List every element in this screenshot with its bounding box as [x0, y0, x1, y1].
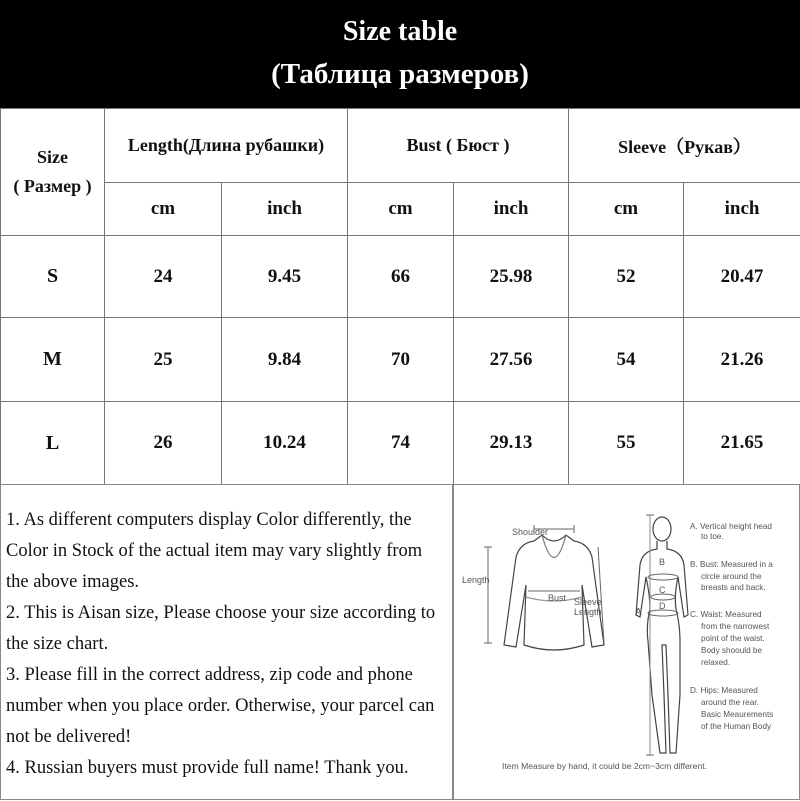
- sleeve-length-label: Length: [574, 607, 602, 617]
- sleeve-label: Sleeve: [574, 597, 602, 607]
- legend-line: of the Human Body: [701, 722, 772, 731]
- table-cell: 74: [348, 402, 454, 485]
- legend-line: C. Waist: Measured: [690, 610, 762, 619]
- body-illustration: [636, 517, 688, 753]
- note-item: 2. This is Aisan size, Please choose your size according to the size chart.: [6, 598, 446, 660]
- body-letter-c: C: [659, 585, 666, 595]
- table-cell: 21.26: [684, 318, 800, 402]
- body-letter-d: D: [659, 601, 666, 611]
- size-label: L: [1, 402, 105, 485]
- legend-line: point of the waist.: [701, 634, 765, 643]
- table-cell: 10.24: [222, 402, 348, 485]
- body-letter-b: B: [659, 557, 665, 567]
- legend-line: Basic Meaurements: [701, 710, 773, 719]
- table-cell: 25: [105, 318, 222, 402]
- size-table: [0, 108, 800, 485]
- size-header-label: Size: [1, 147, 104, 168]
- length-label: Length: [462, 575, 490, 585]
- measurement-diagram: [453, 484, 800, 800]
- measure-footnote: Item Measure by hand, it could be 2cm~3cm different.: [502, 761, 707, 771]
- body-letter-a: A: [635, 607, 642, 618]
- size-header-label-ru: ( Размер ): [1, 176, 104, 197]
- legend-line: B. Bust: Measured in a: [690, 560, 773, 569]
- legend-c: [690, 610, 770, 667]
- diagram-svg: [454, 485, 800, 801]
- table-cell: 27.56: [454, 318, 569, 402]
- bust-label: Bust: [548, 593, 567, 603]
- shoulder-label: Shoulder: [512, 527, 548, 537]
- size-header-cell: [1, 109, 105, 236]
- table-cell: 25.98: [454, 236, 569, 318]
- table-cell: 26: [105, 402, 222, 485]
- unit-cell: cm: [348, 183, 454, 236]
- table-cell: 29.13: [454, 402, 569, 485]
- table-header-row: [1, 109, 800, 183]
- size-label: M: [1, 318, 105, 402]
- unit-cell: cm: [105, 183, 222, 236]
- notes-panel: [0, 484, 453, 800]
- unit-cell: inch: [222, 183, 348, 236]
- table-cell: 9.45: [222, 236, 348, 318]
- table-cell: 24: [105, 236, 222, 318]
- table-row: [1, 318, 800, 402]
- table-cell: 70: [348, 318, 454, 402]
- legend-line: Body shoould be: [701, 646, 762, 655]
- legend-line: relaxed.: [701, 658, 730, 667]
- table-cell: 52: [569, 236, 684, 318]
- legend-line: around the rear.: [701, 698, 759, 707]
- bust-header: Bust ( Бюст ): [348, 109, 569, 183]
- title-band: [0, 0, 800, 108]
- note-item: 4. Russian buyers must provide full name! Thank you.: [6, 753, 446, 784]
- legend-b: [690, 560, 773, 592]
- table-row: [1, 402, 800, 485]
- table-cell: 66: [348, 236, 454, 318]
- legend-d: [690, 686, 773, 731]
- page-subtitle: (Таблица размеров): [0, 58, 800, 91]
- table-cell: 20.47: [684, 236, 800, 318]
- legend-line: D. Hips: Measured: [690, 686, 758, 695]
- legend-line: breasts and back.: [701, 583, 766, 592]
- legend-line: to toe.: [701, 532, 724, 541]
- legend-line: A. Vertical height head: [690, 522, 772, 531]
- legend-a: [690, 522, 772, 541]
- size-label: S: [1, 236, 105, 318]
- page-title: Size table: [0, 16, 800, 48]
- legend-line: circle around the: [701, 572, 762, 581]
- table-row: [1, 236, 800, 318]
- table-cell: 55: [569, 402, 684, 485]
- note-item: 1. As different computers display Color differently, the Color in Stock of the actual item may vary slightly from the above images.: [6, 505, 446, 598]
- unit-cell: cm: [569, 183, 684, 236]
- unit-cell: inch: [684, 183, 800, 236]
- unit-row: [1, 183, 800, 236]
- sleeve-header: Sleeve（Рукав）: [569, 109, 800, 183]
- note-item: 3. Please fill in the correct address, zip code and phone number when you place order. Otherwise, your parcel can not be delivered!: [6, 660, 446, 753]
- table-cell: 54: [569, 318, 684, 402]
- table-cell: 21.65: [684, 402, 800, 485]
- table-cell: 9.84: [222, 318, 348, 402]
- notes-list: [6, 505, 446, 784]
- length-header: Length(Длина рубашки): [105, 109, 348, 183]
- legend-line: from the narrowest: [701, 622, 770, 631]
- unit-cell: inch: [454, 183, 569, 236]
